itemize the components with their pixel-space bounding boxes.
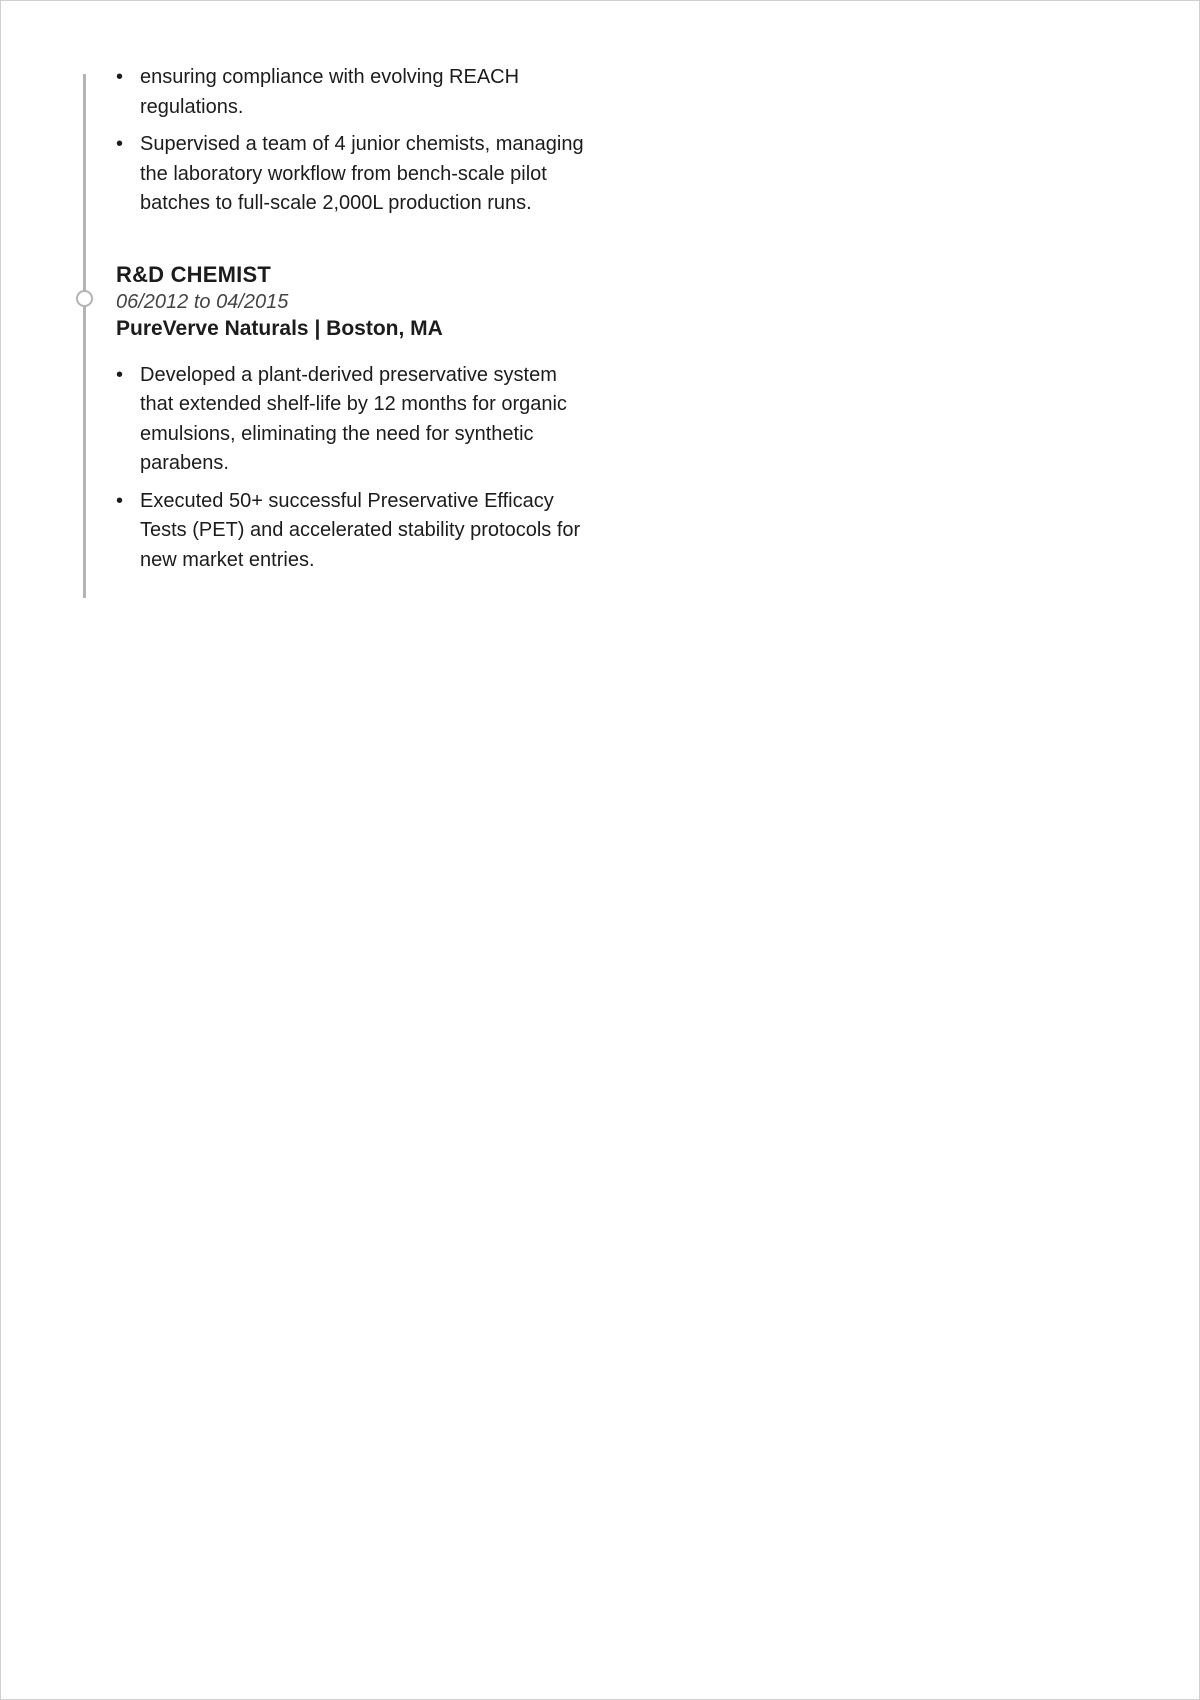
job-dates: 06/2012 to 04/2015 <box>116 290 289 313</box>
timeline-line <box>83 74 86 598</box>
bullet-icon: • <box>116 363 124 386</box>
bullet-text: Supervised a team of 4 junior chemists, managing the laboratory workflow from bench-scale pilot batches to full-scale 2,000L production runs. <box>140 133 584 214</box>
timeline-node-icon <box>76 290 93 307</box>
bullet-icon: • <box>116 66 124 88</box>
job-title: R&D CHEMIST <box>116 261 271 287</box>
continued-bullet-list <box>116 63 586 219</box>
bullet-text: Developed a plant-derived preservative system that extended shelf-life by 12 months for organic emulsions, eliminating the need for synthetic parabens. <box>140 363 567 474</box>
job-company: PureVerve Naturals | Boston, MA <box>116 316 443 340</box>
spacer <box>116 227 586 261</box>
list-item <box>116 361 586 479</box>
job-entry <box>116 261 586 576</box>
bullet-text: Executed 50+ successful Preservative Efficacy Tests (PET) and accelerated stability protocols for new market entries. <box>140 489 581 571</box>
bullet-icon: • <box>116 133 124 155</box>
list-item <box>116 130 586 219</box>
list-item <box>116 487 586 576</box>
list-item <box>116 63 586 122</box>
experience-section <box>116 63 586 583</box>
bullet-icon: • <box>116 489 124 512</box>
job-bullet-list <box>116 361 586 576</box>
bullet-text: ensuring compliance with evolving REACH regulations. <box>140 66 520 118</box>
